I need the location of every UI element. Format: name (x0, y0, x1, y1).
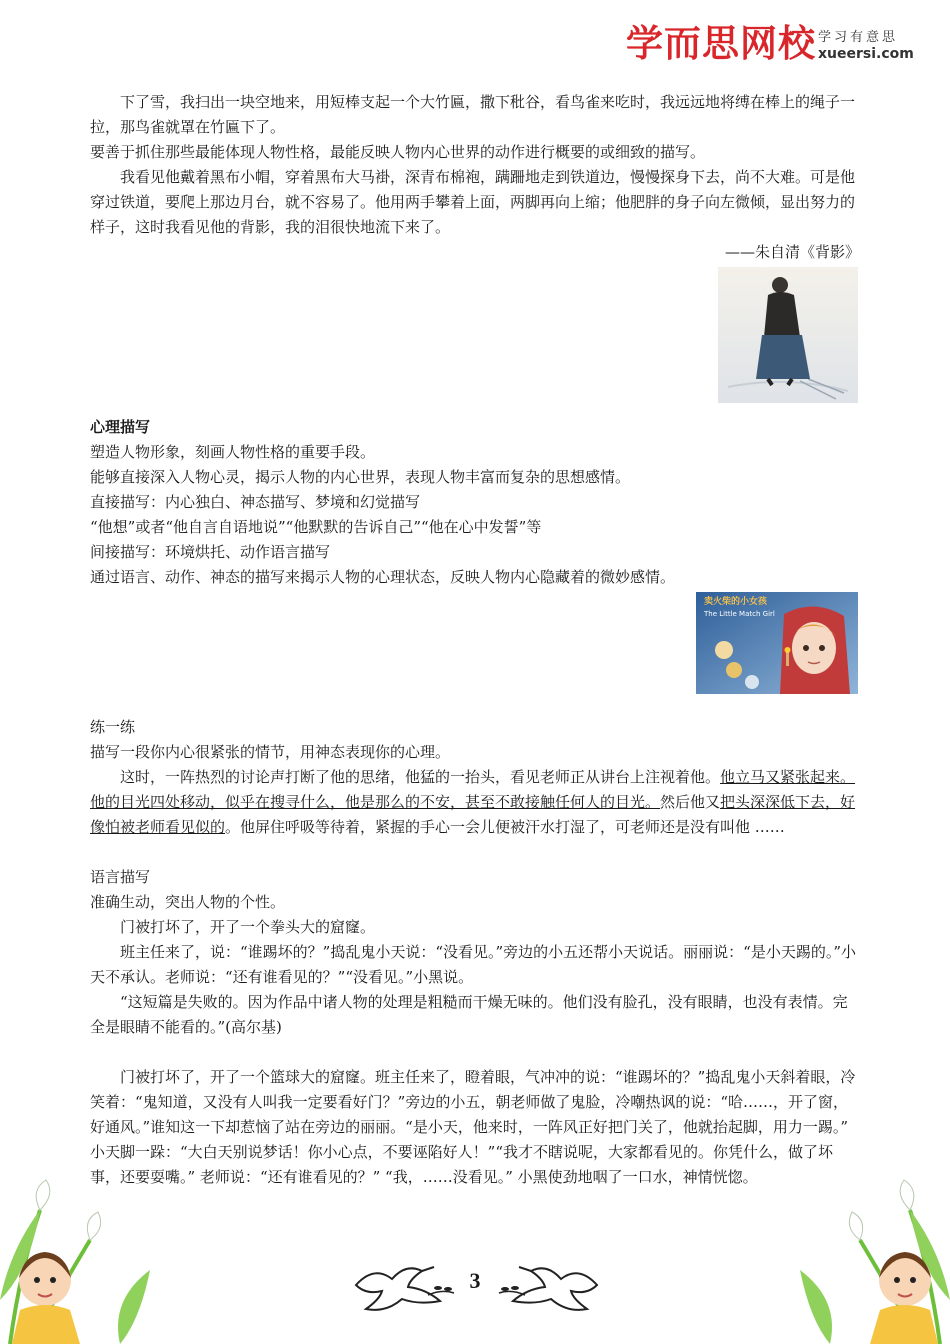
paragraph-bird-trap: 下了雪，我扫出一块空地来，用短棒支起一个大竹匾，撒下秕谷，看鸟雀来吃时，我远远地将缚在棒上的绳子一拉，那鸟雀就罩在竹匾下了。 (90, 93, 856, 136)
language-example-rewrite: 门被打坏了，开了一个篮球大的窟窿。班主任来了，瞪着眼，气冲冲的说：“谁踢坏的？”捣乱鬼小天斜着眼，冷笑着：“鬼知道，又没有人叫我一定要看好门？”旁边的小五，朝老师做了鬼脸，冷嘲热讽的说：“哈……，开了窗，好通风。”谁知这一下却惹恼了站在旁边的丽丽。“是小天，他来时，一阵风正好把门关了，他就抬起脚，用力一踢。” 小天脚一跺：“大白天别说梦话！你小心点，不要诬陷好人！”“我才不瞎说呢，大家都看见的。你凭什么，做了坏事，还要耍嘴。” 老师说：“还有谁看见的？” “我，……没看见。” 小黑使劲地咽了一口水，神情恍惚。 (90, 1068, 856, 1186)
psychology-line-2: 能够直接深入人物心灵，揭示人物的内心世界，表现人物丰富而复杂的思想感情。 (90, 468, 631, 486)
match-girl-title-cn: 卖火柴的小女孩 (704, 597, 768, 607)
practice-text-a: 这时，一阵热烈的讨论声打断了他的思绪，他猛的一抬头，看见老师正从讲台上注视着他。 (120, 768, 721, 786)
practice-text-b: 然后他又 (660, 793, 721, 811)
language-line-1: 准确生动，突出人物的个性。 (90, 893, 286, 911)
xueersi-logo (626, 22, 926, 72)
page-number: 3 (469, 1268, 481, 1293)
practice-underline-2: 把头深深低下去，好像怕被老师看见似的 (90, 793, 856, 836)
girl-flower-decoration-left (0, 1150, 180, 1344)
logo-main-text: 学而思网校 (626, 22, 816, 65)
quote-source: ——朱自清《背影》 (724, 243, 860, 261)
dove-olive-branch-right-icon (497, 1255, 601, 1317)
practice-paragraph (90, 765, 860, 840)
section-heading-practice: 练一练 (90, 718, 136, 736)
language-gorky-quote: “这短篇是失败的。因为作品中诸人物的处理是粗糙而干燥无味的。他们没有脸孔，没有眼睛，也没有表情。完全是眼睛不能看的。”(高尔基) (90, 993, 848, 1036)
psychology-line-6: 通过语言、动作、神态的描写来揭示人物的心理状态，反映人物内心隐藏着的微妙感情。 (90, 568, 676, 586)
paragraph-action-tip: 要善于抓住那些最能体现人物性格，最能反映人物内心世界的动作进行概要的或细致的描写。 (90, 143, 706, 161)
dove-olive-branch-left-icon (352, 1255, 456, 1317)
practice-task: 描写一段你内心很紧张的情节，用神态表现你的心理。 (90, 743, 451, 761)
psychology-line-1: 塑造人物形象，刻画人物性格的重要手段。 (90, 443, 376, 461)
psychology-line-3: 直接描写：内心独白、神态描写、梦境和幻觉描写 (90, 493, 421, 511)
language-line-2: 门被打坏了，开了一个拳头大的窟窿。 (120, 918, 376, 936)
section-heading-psychology: 心理描写 (90, 418, 151, 436)
psychology-line-4: “他想”或者“他自言自语地说”“他默默的告诉自己”“他在心中发誓”等 (90, 518, 542, 536)
section-heading-language: 语言描写 (90, 868, 151, 886)
paragraph-back-view: 我看见他戴着黑布小帽，穿着黑布大马褂，深青布棉袍，蹒跚地走到铁道边，慢慢探身下去，尚不大难。可是他穿过铁道，要爬上那边月台，就不容易了。他用两手攀着上面，两脚再向上缩；他肥胖的身子向左微倾，显出努力的样子，这时我看见他的背影，我的泪很快地流下来了。 (90, 168, 856, 236)
practice-underline-1: 他立马又紧张起来。他的目光四处移动，似乎在搜寻什么，他是那么的不安，甚至不敢接触任何人的目光。 (90, 768, 856, 811)
psychology-line-5: 间接描写：环境烘托、动作语言描写 (90, 543, 331, 561)
match-girl-illustration (696, 592, 858, 694)
logo-url: xueersi.com (818, 46, 914, 62)
girl-flower-decoration-right (770, 1150, 950, 1344)
language-line-3: 班主任来了，说：“谁踢坏的？”捣乱鬼小天说：“没看见。”旁边的小五还帮小天说话。丽丽说：“是小天踢的。”小天不承认。老师说：“还有谁看见的？”“没看见。”小黑说。 (90, 943, 857, 986)
match-girl-title-en: The Little Match Girl (704, 610, 775, 618)
logo-tagline: 学习有意思 (818, 30, 899, 45)
practice-text-c: 。他屏住呼吸等待着，紧握的手心一会儿便被汗水打湿了，可老师还是没有叫他 …… (225, 818, 785, 836)
father-back-illustration (718, 267, 858, 403)
document-body (90, 90, 860, 1190)
